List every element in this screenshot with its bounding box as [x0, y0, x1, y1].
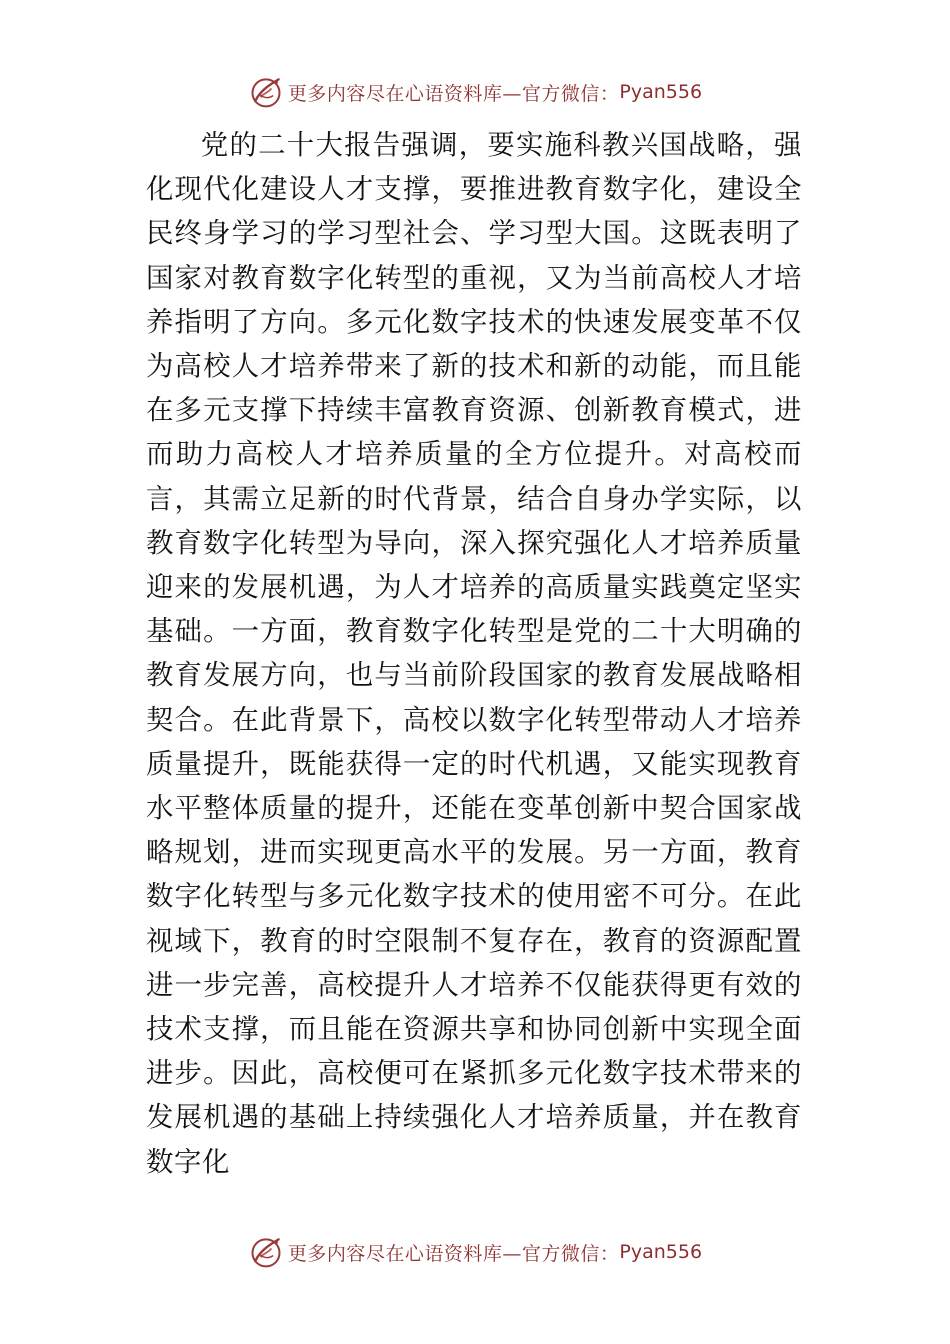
body-paragraph: 党的二十大报告强调，要实施科教兴国战略，强化现代化建设人才支撑，要推进教育数字化，建设全民终身学习的学习型社会、学习型大国。这既表明了国家对教育数字化转型的重视，又为当前高校人才培养指明了方向。多元化数字技术的快速发展变革不仅为高校人才培养带来了新的技术和新的动能，而且能在多元支撑下持续丰富教育资源、创新教育模式，进而助力高校人才培养质量的全方位提升。对高校而言，其需立足新的时代背景，结合自身办学实际，以教育数字化转型为导向，深入探究强化人才培养质量迎来的发展机遇，为人才培养的高质量实践奠定坚实基础。一方面，教育数字化转型是党的二十大明确的教育发展方向，也与当前阶段国家的教育发展战略相契合。在此背景下，高校以数字化转型带动人才培养质量提升，既能获得一定的时代机遇，又能实现教育水平整体质量的提升，还能在变革创新中契合国家战略规划，进而实现更高水平的发展。另一方面，教育数字化转型与多元化数字技术的使用密不可分。在此视域下，教育的时空限制不复存在，教育的资源配置进一步完善，高校提升人才培养不仅能获得更有效的技术支撑，而且能在资源共享和协同创新中实现全面进步。因此，高校便可在紧抓多元化数字技术带来的发展机遇的基础上持续强化人才培养质量，并在教育数字化	[146, 130, 802, 1178]
footer-banner	[0, 1232, 950, 1272]
header-banner	[0, 72, 950, 112]
footer-banner-text: 更多内容尽在心语资料库—官方微信：	[287, 1242, 620, 1265]
header-banner-handle: Pyan556	[619, 81, 703, 103]
footer-banner-handle: Pyan556	[619, 1241, 703, 1263]
leaf-swirl-logo-icon	[248, 1234, 284, 1270]
leaf-swirl-logo-icon	[248, 74, 284, 110]
header-banner-text: 更多内容尽在心语资料库—官方微信：	[287, 82, 620, 105]
